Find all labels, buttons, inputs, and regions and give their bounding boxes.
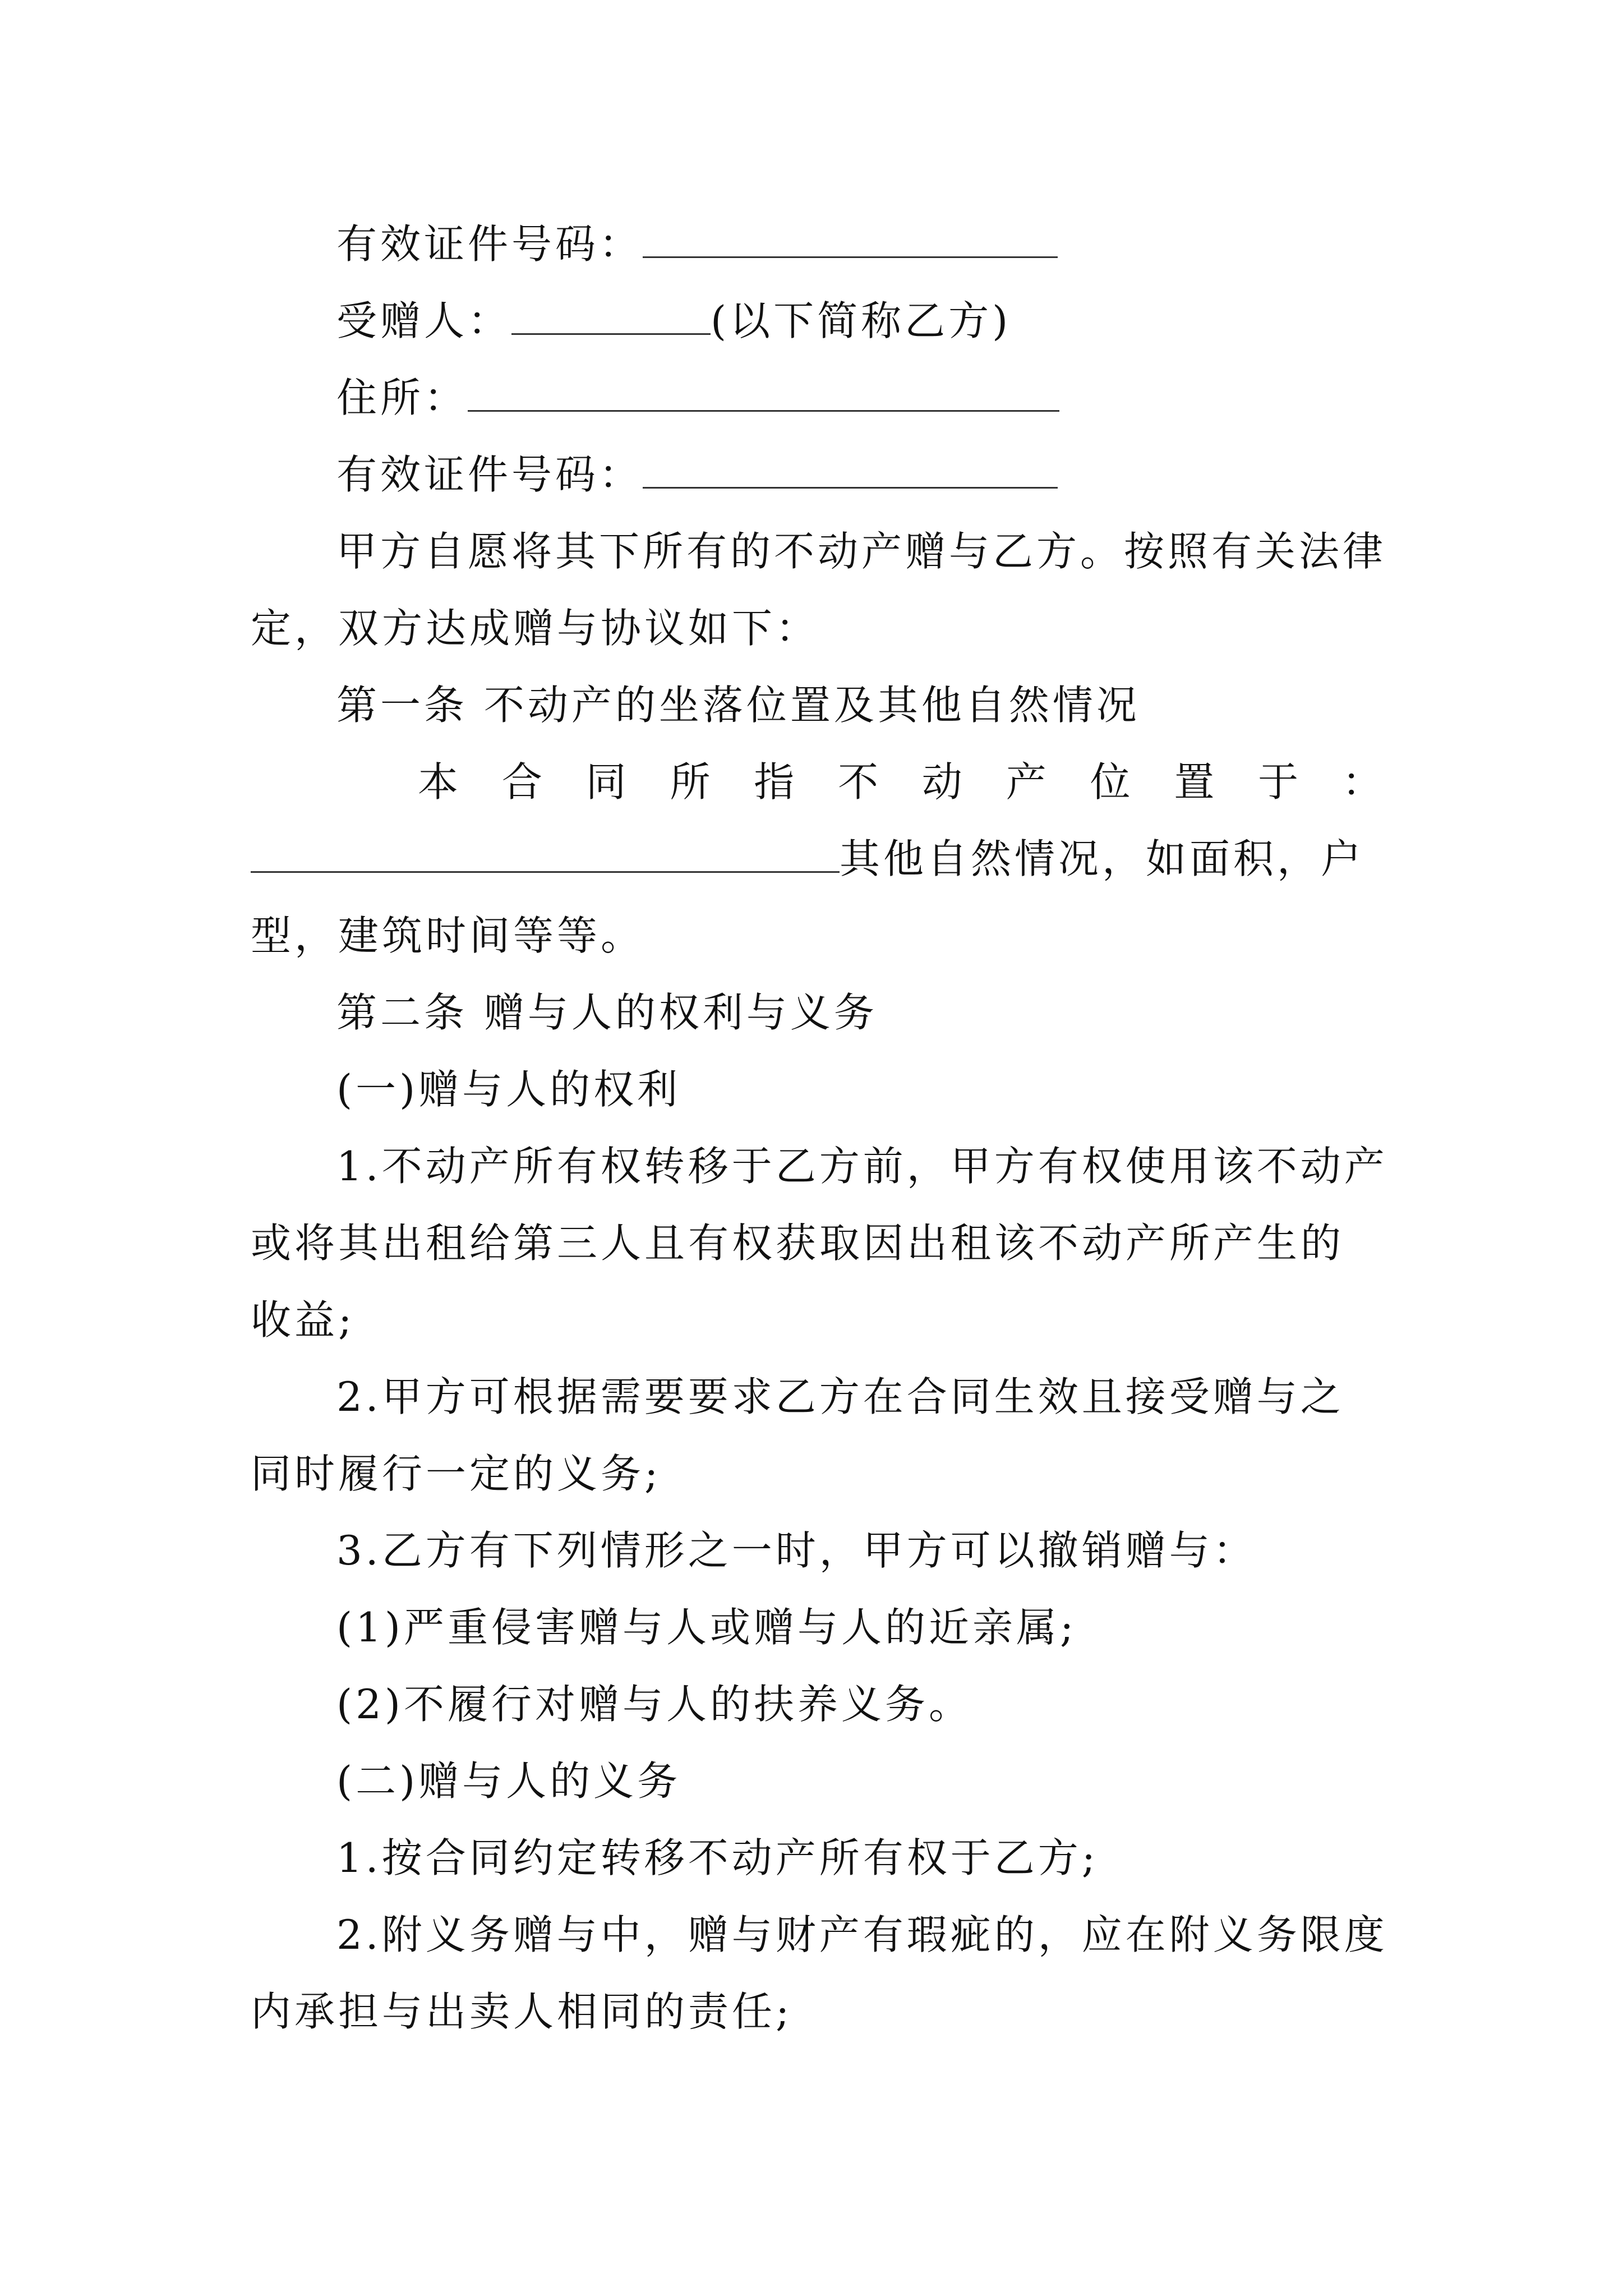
paragraph-line: 2.甲方可根据需要要求乙方在合同生效且接受赠与之 xyxy=(336,1373,1344,1420)
spread-char: 产 xyxy=(1006,758,1046,806)
address-line xyxy=(336,370,1402,426)
paragraph-line: 定，双方达成赠与协议如下： xyxy=(251,605,820,652)
spread-char: 不 xyxy=(838,758,879,806)
spread-char: 所 xyxy=(670,758,711,806)
donee-suffix: (以下简称乙方) xyxy=(711,297,1012,344)
section-1-title: (一)赠与人的权利 xyxy=(336,1066,681,1113)
article-2-title: 第二条 赠与人的权利与义务 xyxy=(336,989,878,1036)
paragraph-line: 型，建筑时间等等。 xyxy=(251,912,645,959)
paragraph-line: 3.乙方有下列情形之一时，甲方可以撤销赠与： xyxy=(336,1527,1257,1574)
donee-label: 受赠人： xyxy=(336,297,512,344)
location-blank xyxy=(251,832,840,873)
address-label: 住所： xyxy=(336,374,468,421)
paragraph-line: 2.附义务赠与中，赠与财产有瑕疵的，应在附义务限度 xyxy=(336,1911,1388,1958)
list-item: (2)不履行对赠与人的扶养义务。 xyxy=(336,1681,972,1728)
paragraph-line: 1.不动产所有权转移于乙方前，甲方有权使用该不动产 xyxy=(336,1143,1388,1190)
id-number-blank xyxy=(643,448,1058,489)
paragraph-line: 1.按合同约定转移不动产所有权于乙方; xyxy=(336,1834,1099,1881)
location-suffix: 其他自然情况，如面积，户 xyxy=(840,835,1365,882)
address-blank xyxy=(468,371,1059,412)
paragraph-line: 内承担与出卖人相同的责任; xyxy=(251,1988,793,2035)
article-1-title: 第一条 不动产的坐落位置及其他自然情况 xyxy=(336,682,1140,729)
id-number-label: 有效证件号码： xyxy=(336,220,643,268)
list-item: (1)严重侵害赠与人或赠与人的近亲属; xyxy=(336,1604,1077,1651)
paragraph-line: 或将其出租给第三人且有权获取因出租该不动产所产生的 xyxy=(251,1220,1345,1267)
id-number-line-1 xyxy=(336,216,1402,272)
spread-char: 于 xyxy=(1258,758,1299,806)
article-1-spread-line xyxy=(418,754,1382,810)
spread-char: 同 xyxy=(585,758,626,806)
id-number-line-2 xyxy=(336,447,1402,503)
spread-char: 位 xyxy=(1090,758,1131,806)
id-number-label: 有效证件号码： xyxy=(336,451,643,498)
location-line xyxy=(251,831,1389,887)
spread-char: ： xyxy=(1341,758,1382,806)
spread-char: 置 xyxy=(1174,758,1215,806)
spread-char: 本 xyxy=(418,758,459,806)
paragraph-line: 收益; xyxy=(251,1296,356,1343)
donee-line xyxy=(336,293,1402,349)
donee-blank xyxy=(511,294,711,335)
spread-char: 合 xyxy=(501,758,542,806)
paragraph-line: 甲方自愿将其下所有的不动产赠与乙方。按照有关法律 xyxy=(336,528,1387,575)
spread-char: 动 xyxy=(921,758,962,806)
paragraph-line: 同时履行一定的义务; xyxy=(251,1450,662,1497)
spread-char: 指 xyxy=(754,758,795,806)
section-2-title: (二)赠与人的义务 xyxy=(336,1757,681,1805)
id-number-blank xyxy=(643,217,1058,258)
